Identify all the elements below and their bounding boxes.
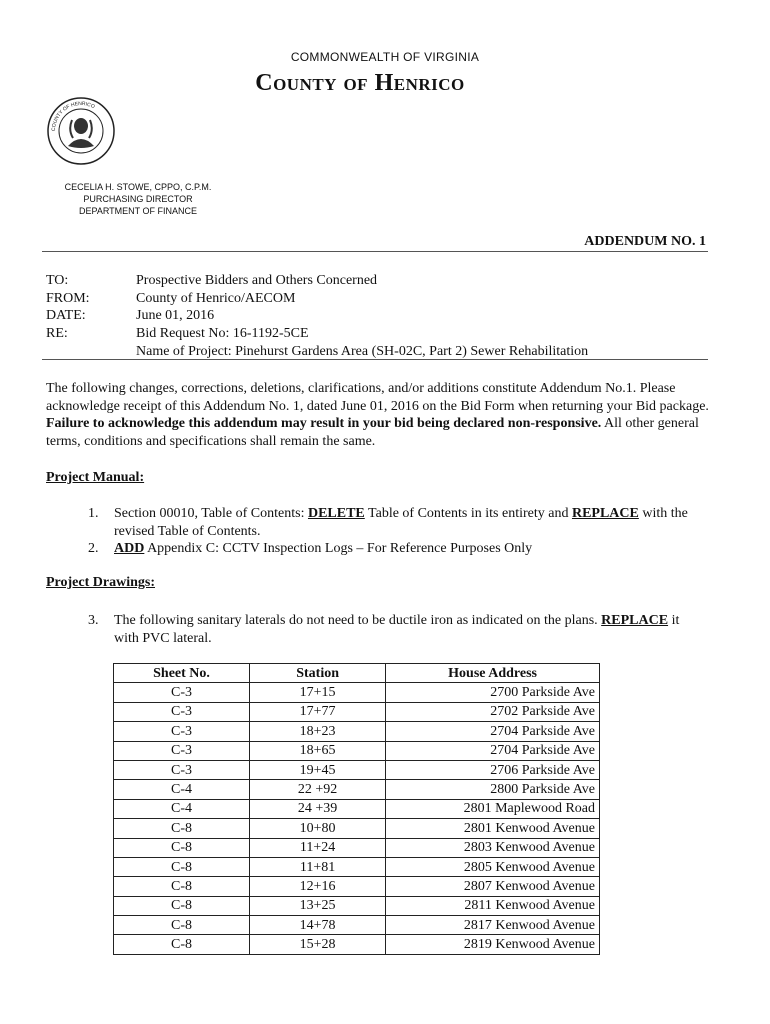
cell-station: 15+28 (250, 935, 386, 954)
table-row (114, 896, 600, 915)
cell-station: 14+78 (250, 916, 386, 935)
list-item (88, 612, 698, 647)
memo-row-from (46, 290, 588, 308)
cell-station: 22 +92 (250, 780, 386, 799)
column-header-station: Station (250, 664, 386, 683)
memo-row-project (46, 343, 588, 361)
cell-sheet: C-4 (114, 799, 250, 818)
cell-sheet: C-4 (114, 780, 250, 799)
cell-address: 2803 Kenwood Avenue (386, 838, 600, 857)
cell-sheet: C-8 (114, 896, 250, 915)
list-item (88, 540, 698, 558)
memo-value: Prospective Bidders and Others Concerned (136, 273, 378, 288)
cell-sheet: C-8 (114, 916, 250, 935)
item-text: it with PVC lateral. (114, 613, 680, 646)
list-item-number: 2. (88, 541, 99, 556)
memo-label: DATE: (46, 308, 86, 324)
cell-sheet: C-8 (114, 819, 250, 838)
cell-address: 2704 Parkside Ave (386, 722, 600, 741)
director-title: PURCHASING DIRECTOR (83, 194, 193, 204)
cell-sheet: C-3 (114, 702, 250, 721)
column-header-sheet: Sheet No. (114, 664, 250, 683)
table-row (114, 741, 600, 760)
list-item-text (114, 505, 698, 540)
list-item-number: 1. (88, 506, 99, 521)
table-row (114, 799, 600, 818)
table-row (114, 916, 600, 935)
cell-address: 2805 Kenwood Avenue (386, 857, 600, 876)
table-body (114, 683, 600, 954)
table-row (114, 935, 600, 954)
item-text: The following sanitary laterals do not need to be ductile iron as indicated on the plans. (114, 613, 602, 628)
laterals-table (113, 663, 600, 955)
cell-address: 2702 Parkside Ave (386, 702, 600, 721)
county-seal-icon (46, 96, 116, 166)
cell-sheet: C-3 (114, 760, 250, 779)
director-department: DEPARTMENT OF FINANCE (78, 206, 197, 216)
table-row (114, 857, 600, 876)
table-row (114, 760, 600, 779)
memo-value: June 01, 2016 (136, 308, 215, 324)
cell-station: 18+23 (250, 722, 386, 741)
director-block (48, 181, 228, 217)
table-row (114, 683, 600, 702)
cell-station: 13+25 (250, 896, 386, 915)
table-row (114, 722, 600, 741)
memo-label: RE: (46, 326, 68, 342)
table-row (114, 702, 600, 721)
table-header-row (114, 664, 600, 683)
intro-paragraph (46, 380, 716, 450)
list-item-number: 3. (88, 613, 99, 628)
delete-keyword: DELETE (307, 506, 365, 521)
cell-station: 17+15 (250, 683, 386, 702)
column-header-address: House Address (386, 664, 600, 683)
cell-sheet: C-3 (114, 683, 250, 702)
cell-station: 19+45 (250, 760, 386, 779)
project-drawings-list (88, 612, 698, 647)
item-text: Section 00010, Table of Contents: (114, 506, 308, 521)
table-row (114, 819, 600, 838)
list-item-text (114, 540, 698, 558)
memo-block (46, 272, 588, 361)
project-manual-heading: Project Manual: (46, 470, 145, 485)
cell-station: 10+80 (250, 819, 386, 838)
cell-sheet: C-8 (114, 935, 250, 954)
cell-sheet: C-3 (114, 741, 250, 760)
cell-station: 18+65 (250, 741, 386, 760)
cell-address: 2801 Maplewood Road (386, 799, 600, 818)
county-heading: County of Henrico (255, 70, 465, 96)
cell-address: 2801 Kenwood Avenue (386, 819, 600, 838)
cell-station: 17+77 (250, 702, 386, 721)
memo-value: County of Henrico/AECOM (136, 290, 296, 306)
cell-address: 2811 Kenwood Avenue (386, 896, 600, 915)
cell-station: 11+81 (250, 857, 386, 876)
item-text: Table of Contents in its entirety and (364, 506, 572, 521)
project-drawings-heading: Project Drawings: (46, 575, 155, 590)
list-item-text (114, 612, 698, 647)
table-row (114, 838, 600, 857)
memo-row-re (46, 325, 588, 343)
intro-text: The following changes, corrections, deletions, clarifications, and/or additions constitute Addendum No.1. Please acknowledge receipt of this Addendum No. 1, dated June 01, 2016 on the Bid Form when returning your Bid package. (46, 381, 709, 414)
cell-address: 2700 Parkside Ave (386, 683, 600, 702)
memo-label: TO: (46, 273, 69, 288)
cell-sheet: C-8 (114, 857, 250, 876)
list-item (88, 505, 698, 540)
cell-sheet: C-8 (114, 877, 250, 896)
table-row (114, 877, 600, 896)
cell-sheet: C-8 (114, 838, 250, 857)
memo-row-to (46, 272, 588, 290)
memo-divider (42, 359, 708, 360)
seal-text: COUNTY OF HENRICO (50, 100, 96, 132)
memo-label (46, 343, 136, 361)
cell-address: 2800 Parkside Ave (386, 780, 600, 799)
cell-address: 2817 Kenwood Avenue (386, 916, 600, 935)
project-manual-list (88, 505, 698, 558)
cell-address: 2704 Parkside Ave (386, 741, 600, 760)
table-row (114, 780, 600, 799)
add-keyword: ADD (114, 541, 145, 556)
cell-address: 2807 Kenwood Avenue (386, 877, 600, 896)
header-divider (42, 251, 708, 252)
cell-address: 2706 Parkside Ave (386, 760, 600, 779)
replace-keyword: REPLACE (571, 506, 639, 521)
memo-label: FROM: (46, 290, 90, 306)
cell-address: 2819 Kenwood Avenue (386, 935, 600, 954)
cell-station: 12+16 (250, 877, 386, 896)
cell-sheet: C-3 (114, 722, 250, 741)
memo-row-date (46, 307, 588, 325)
replace-keyword: REPLACE (601, 613, 669, 628)
memo-value: Bid Request No: 16-1192-5CE (136, 326, 309, 342)
cell-station: 24 +39 (250, 799, 386, 818)
director-name: CECELIA H. STOWE, CPPO, C.P.M. (64, 182, 212, 192)
memo-value: Name of Project: Pinehurst Gardens Area (SH-02C, Part 2) Sewer Rehabilitation (136, 343, 589, 359)
item-text: Appendix C: CCTV Inspection Logs – For Reference Purposes Only (144, 541, 533, 556)
intro-text-end: All other general terms, conditions and specifications shall remain the same. (46, 416, 699, 449)
intro-warning: Failure to acknowledge this addendum may result in your bid being declared non-responsive. (46, 416, 602, 431)
addendum-title: ADDENDUM NO. 1 (584, 234, 706, 249)
cell-station: 11+24 (250, 838, 386, 857)
item-text: with the revised Table of Contents. (114, 506, 688, 539)
commonwealth-heading: COMMONWEALTH OF VIRGINIA (290, 50, 480, 64)
